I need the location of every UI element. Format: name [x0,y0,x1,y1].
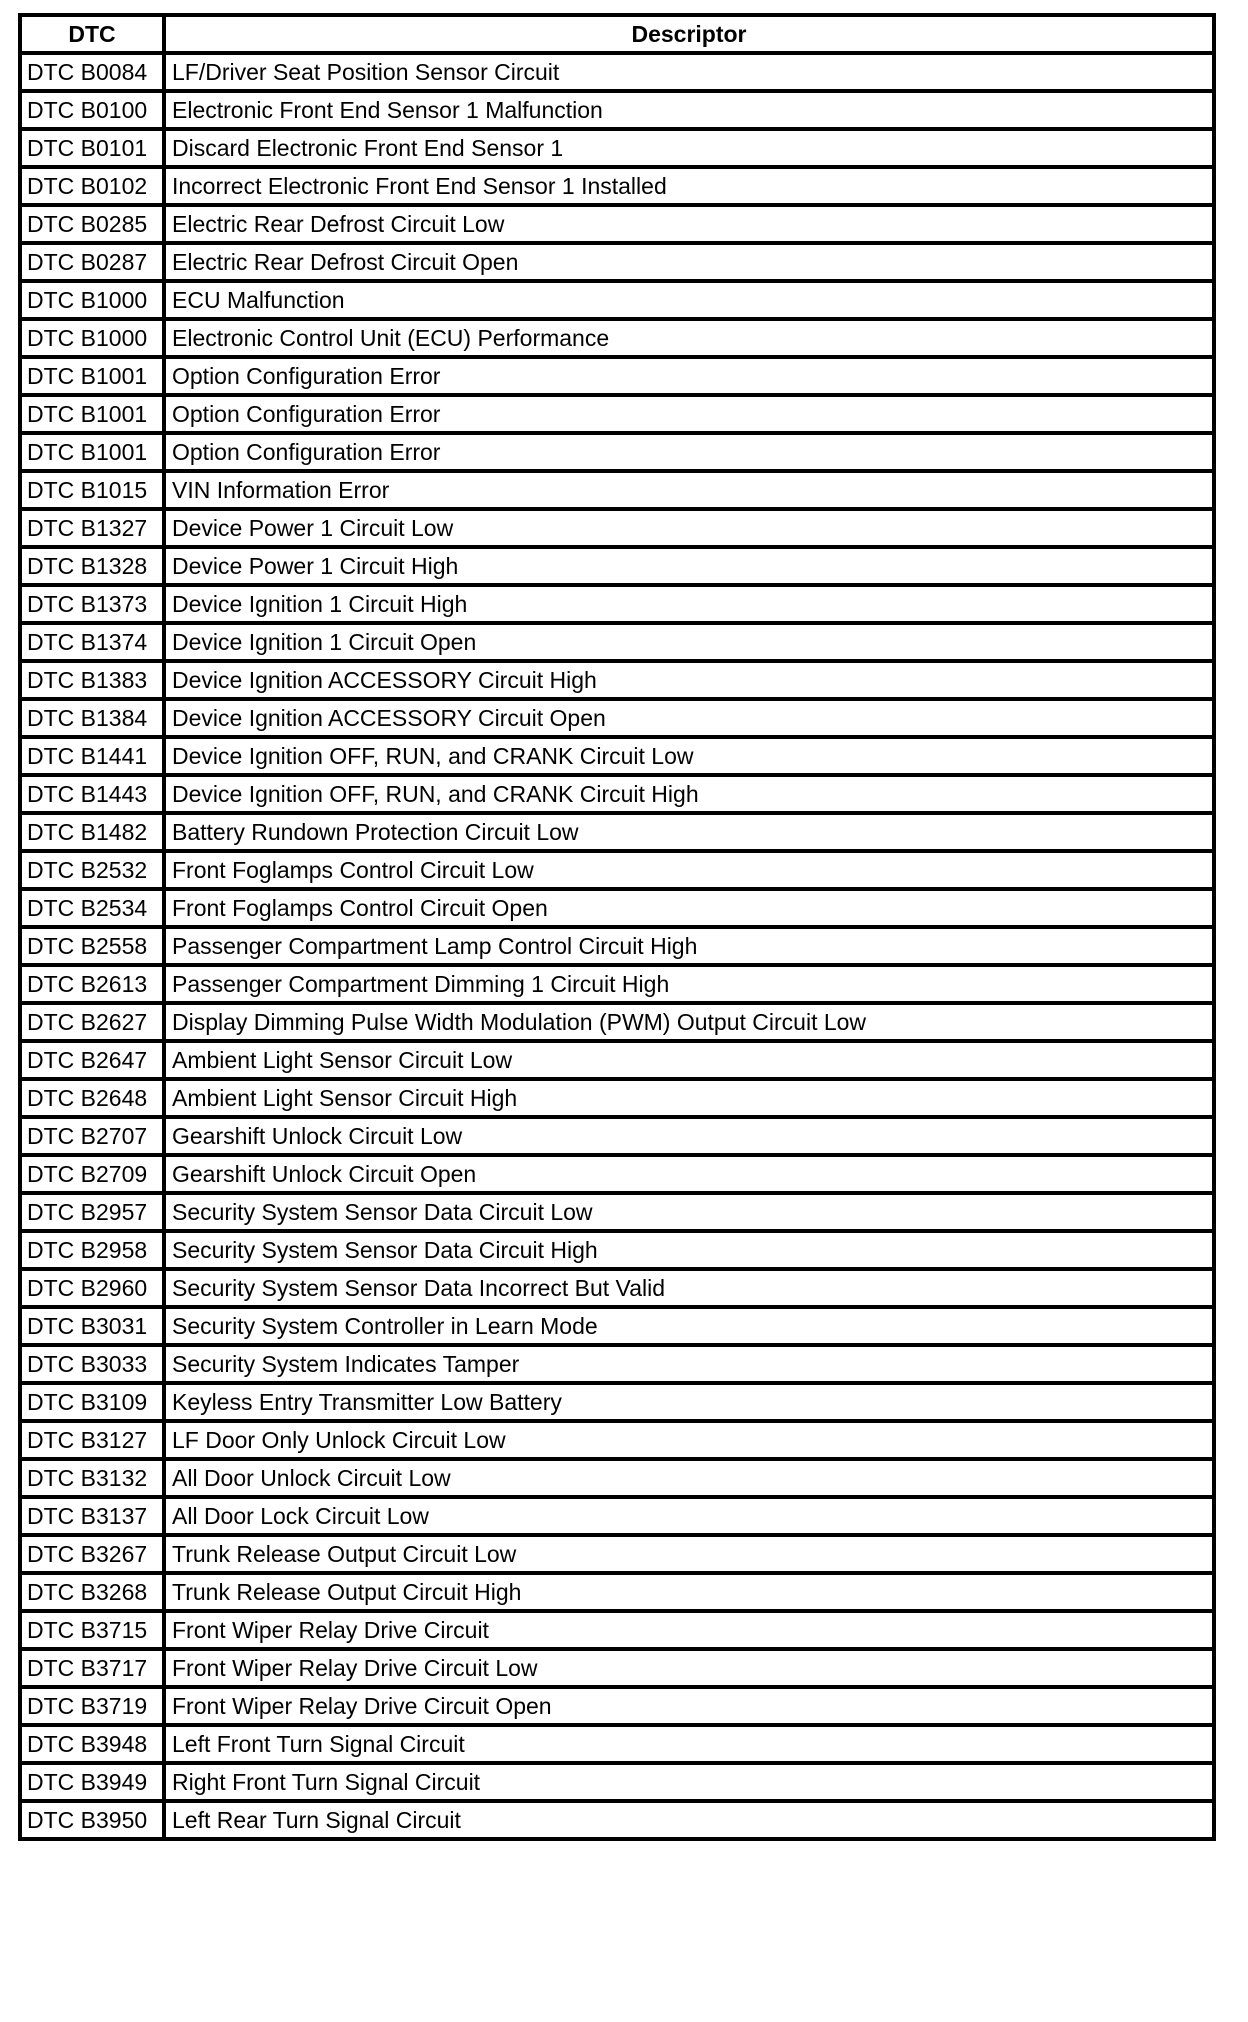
table-row [20,1269,1214,1307]
table-row [20,205,1214,243]
dtc-code-cell: DTC B2532 [20,851,164,889]
dtc-code-cell: DTC B1441 [20,737,164,775]
dtc-code-cell: DTC B0285 [20,205,164,243]
descriptor-cell: Ambient Light Sensor Circuit Low [164,1041,1214,1079]
column-header-descriptor: Descriptor [164,15,1214,53]
dtc-code-cell: DTC B3127 [20,1421,164,1459]
table-row [20,1763,1214,1801]
dtc-code-cell: DTC B0084 [20,53,164,91]
dtc-code-cell: DTC B3109 [20,1383,164,1421]
table-row [20,1155,1214,1193]
descriptor-cell: Trunk Release Output Circuit Low [164,1535,1214,1573]
descriptor-cell: Device Ignition 1 Circuit High [164,585,1214,623]
dtc-code-cell: DTC B3137 [20,1497,164,1535]
table-row [20,1611,1214,1649]
dtc-code-cell: DTC B2709 [20,1155,164,1193]
column-header-dtc: DTC [20,15,164,53]
table-row [20,813,1214,851]
table-row [20,1307,1214,1345]
descriptor-cell: Option Configuration Error [164,433,1214,471]
descriptor-cell: Electric Rear Defrost Circuit Open [164,243,1214,281]
descriptor-cell: Security System Sensor Data Circuit Low [164,1193,1214,1231]
descriptor-cell: All Door Lock Circuit Low [164,1497,1214,1535]
table-body [20,53,1214,1839]
descriptor-cell: Left Rear Turn Signal Circuit [164,1801,1214,1839]
descriptor-cell: Security System Sensor Data Incorrect But Valid [164,1269,1214,1307]
dtc-code-cell: DTC B1384 [20,699,164,737]
table-row [20,129,1214,167]
descriptor-cell: Trunk Release Output Circuit High [164,1573,1214,1611]
descriptor-cell: Electronic Front End Sensor 1 Malfunction [164,91,1214,129]
descriptor-cell: Display Dimming Pulse Width Modulation (PWM) Output Circuit Low [164,1003,1214,1041]
descriptor-cell: Front Foglamps Control Circuit Open [164,889,1214,927]
dtc-code-cell: DTC B3267 [20,1535,164,1573]
dtc-code-cell: DTC B1373 [20,585,164,623]
descriptor-cell: LF/Driver Seat Position Sensor Circuit [164,53,1214,91]
descriptor-cell: Keyless Entry Transmitter Low Battery [164,1383,1214,1421]
table-row [20,53,1214,91]
table-row [20,927,1214,965]
table-row [20,1421,1214,1459]
table-row [20,1003,1214,1041]
dtc-table [18,13,1216,1841]
dtc-code-cell: DTC B1327 [20,509,164,547]
descriptor-cell: Ambient Light Sensor Circuit High [164,1079,1214,1117]
descriptor-cell: Passenger Compartment Lamp Control Circuit High [164,927,1214,965]
dtc-code-cell: DTC B3031 [20,1307,164,1345]
dtc-code-cell: DTC B2648 [20,1079,164,1117]
table-row [20,243,1214,281]
descriptor-cell: Option Configuration Error [164,395,1214,433]
dtc-code-cell: DTC B1001 [20,357,164,395]
header-row [20,15,1214,53]
descriptor-cell: Option Configuration Error [164,357,1214,395]
dtc-code-cell: DTC B3715 [20,1611,164,1649]
descriptor-cell: Battery Rundown Protection Circuit Low [164,813,1214,851]
dtc-code-cell: DTC B1383 [20,661,164,699]
dtc-code-cell: DTC B1000 [20,319,164,357]
table-row [20,1079,1214,1117]
table-row [20,1193,1214,1231]
table-row [20,889,1214,927]
descriptor-cell: Security System Indicates Tamper [164,1345,1214,1383]
dtc-code-cell: DTC B1001 [20,433,164,471]
dtc-code-cell: DTC B2558 [20,927,164,965]
descriptor-cell: Device Power 1 Circuit High [164,547,1214,585]
dtc-code-cell: DTC B0287 [20,243,164,281]
descriptor-cell: Device Ignition ACCESSORY Circuit High [164,661,1214,699]
descriptor-cell: Electronic Control Unit (ECU) Performance [164,319,1214,357]
table-header [20,15,1214,53]
table-row [20,1041,1214,1079]
table-row [20,851,1214,889]
descriptor-cell: Device Ignition OFF, RUN, and CRANK Circuit High [164,775,1214,813]
descriptor-cell: Gearshift Unlock Circuit Open [164,1155,1214,1193]
table-row [20,737,1214,775]
dtc-code-cell: DTC B3717 [20,1649,164,1687]
table-row [20,357,1214,395]
dtc-code-cell: DTC B1443 [20,775,164,813]
table-row [20,1383,1214,1421]
table-row [20,1687,1214,1725]
table-row [20,585,1214,623]
descriptor-cell: Front Wiper Relay Drive Circuit Open [164,1687,1214,1725]
dtc-code-cell: DTC B1482 [20,813,164,851]
dtc-code-cell: DTC B1328 [20,547,164,585]
table-row [20,1801,1214,1839]
table-row [20,319,1214,357]
table-row [20,1117,1214,1155]
table-row [20,91,1214,129]
table-row [20,623,1214,661]
descriptor-cell: Left Front Turn Signal Circuit [164,1725,1214,1763]
dtc-code-cell: DTC B2958 [20,1231,164,1269]
descriptor-cell: LF Door Only Unlock Circuit Low [164,1421,1214,1459]
dtc-code-cell: DTC B3132 [20,1459,164,1497]
descriptor-cell: Device Ignition OFF, RUN, and CRANK Circuit Low [164,737,1214,775]
dtc-code-cell: DTC B2957 [20,1193,164,1231]
dtc-code-cell: DTC B3949 [20,1763,164,1801]
dtc-code-cell: DTC B3033 [20,1345,164,1383]
table-row [20,661,1214,699]
descriptor-cell: Device Power 1 Circuit Low [164,509,1214,547]
dtc-code-cell: DTC B2707 [20,1117,164,1155]
descriptor-cell: Incorrect Electronic Front End Sensor 1 Installed [164,167,1214,205]
table-row [20,547,1214,585]
descriptor-cell: Electric Rear Defrost Circuit Low [164,205,1214,243]
dtc-code-cell: DTC B3948 [20,1725,164,1763]
table-row [20,699,1214,737]
dtc-code-cell: DTC B1000 [20,281,164,319]
table-row [20,281,1214,319]
table-row [20,395,1214,433]
descriptor-cell: Security System Controller in Learn Mode [164,1307,1214,1345]
descriptor-cell: Passenger Compartment Dimming 1 Circuit High [164,965,1214,1003]
dtc-code-cell: DTC B0102 [20,167,164,205]
table-row [20,1649,1214,1687]
dtc-code-cell: DTC B1015 [20,471,164,509]
descriptor-cell: Front Foglamps Control Circuit Low [164,851,1214,889]
descriptor-cell: ECU Malfunction [164,281,1214,319]
descriptor-cell: Device Ignition ACCESSORY Circuit Open [164,699,1214,737]
dtc-code-cell: DTC B2647 [20,1041,164,1079]
table-row [20,1459,1214,1497]
dtc-code-cell: DTC B2613 [20,965,164,1003]
descriptor-cell: All Door Unlock Circuit Low [164,1459,1214,1497]
table-row [20,1231,1214,1269]
dtc-code-cell: DTC B1001 [20,395,164,433]
dtc-code-cell: DTC B2534 [20,889,164,927]
descriptor-cell: Security System Sensor Data Circuit High [164,1231,1214,1269]
descriptor-cell: Right Front Turn Signal Circuit [164,1763,1214,1801]
dtc-code-cell: DTC B0101 [20,129,164,167]
dtc-code-cell: DTC B3950 [20,1801,164,1839]
table-row [20,167,1214,205]
table-row [20,1725,1214,1763]
descriptor-cell: Discard Electronic Front End Sensor 1 [164,129,1214,167]
table-row [20,1497,1214,1535]
descriptor-cell: Gearshift Unlock Circuit Low [164,1117,1214,1155]
dtc-code-cell: DTC B2960 [20,1269,164,1307]
dtc-code-cell: DTC B0100 [20,91,164,129]
dtc-code-cell: DTC B3268 [20,1573,164,1611]
table-row [20,433,1214,471]
table-row [20,965,1214,1003]
dtc-code-cell: DTC B3719 [20,1687,164,1725]
descriptor-cell: Front Wiper Relay Drive Circuit [164,1611,1214,1649]
table-row [20,1535,1214,1573]
table-row [20,1345,1214,1383]
dtc-code-cell: DTC B1374 [20,623,164,661]
table-row [20,509,1214,547]
table-row [20,775,1214,813]
descriptor-cell: Front Wiper Relay Drive Circuit Low [164,1649,1214,1687]
descriptor-cell: Device Ignition 1 Circuit Open [164,623,1214,661]
table-row [20,1573,1214,1611]
table-row [20,471,1214,509]
descriptor-cell: VIN Information Error [164,471,1214,509]
dtc-code-cell: DTC B2627 [20,1003,164,1041]
